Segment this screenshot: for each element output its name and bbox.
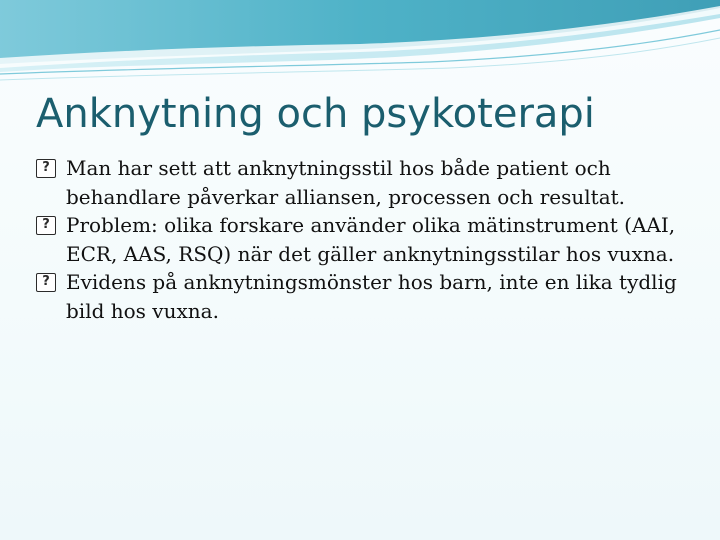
question-box-icon: ? bbox=[36, 273, 56, 292]
question-box-icon: ? bbox=[36, 159, 56, 178]
bullet-text: Man har sett att anknytningsstil hos både patient och behandlare påverkar alliansen, processen och resultat. bbox=[66, 156, 626, 209]
bullet-item bbox=[36, 268, 686, 325]
bullet-text: Problem: olika forskare använder olika mätinstrument (AAI, ECR, AAS, RSQ) när det gäller anknytningsstilar hos vuxna. bbox=[66, 213, 676, 266]
question-box-icon: ? bbox=[36, 216, 56, 235]
bullet-text: Evidens på anknytningsmönster hos barn, inte en lika tydlig bild hos vuxna. bbox=[66, 270, 677, 323]
bullet-item bbox=[36, 154, 686, 211]
header-wave-decoration bbox=[0, 0, 720, 90]
bullet-item bbox=[36, 211, 686, 268]
slide-title: Anknytning och psykoterapi bbox=[36, 91, 595, 137]
bullet-list bbox=[36, 154, 686, 325]
